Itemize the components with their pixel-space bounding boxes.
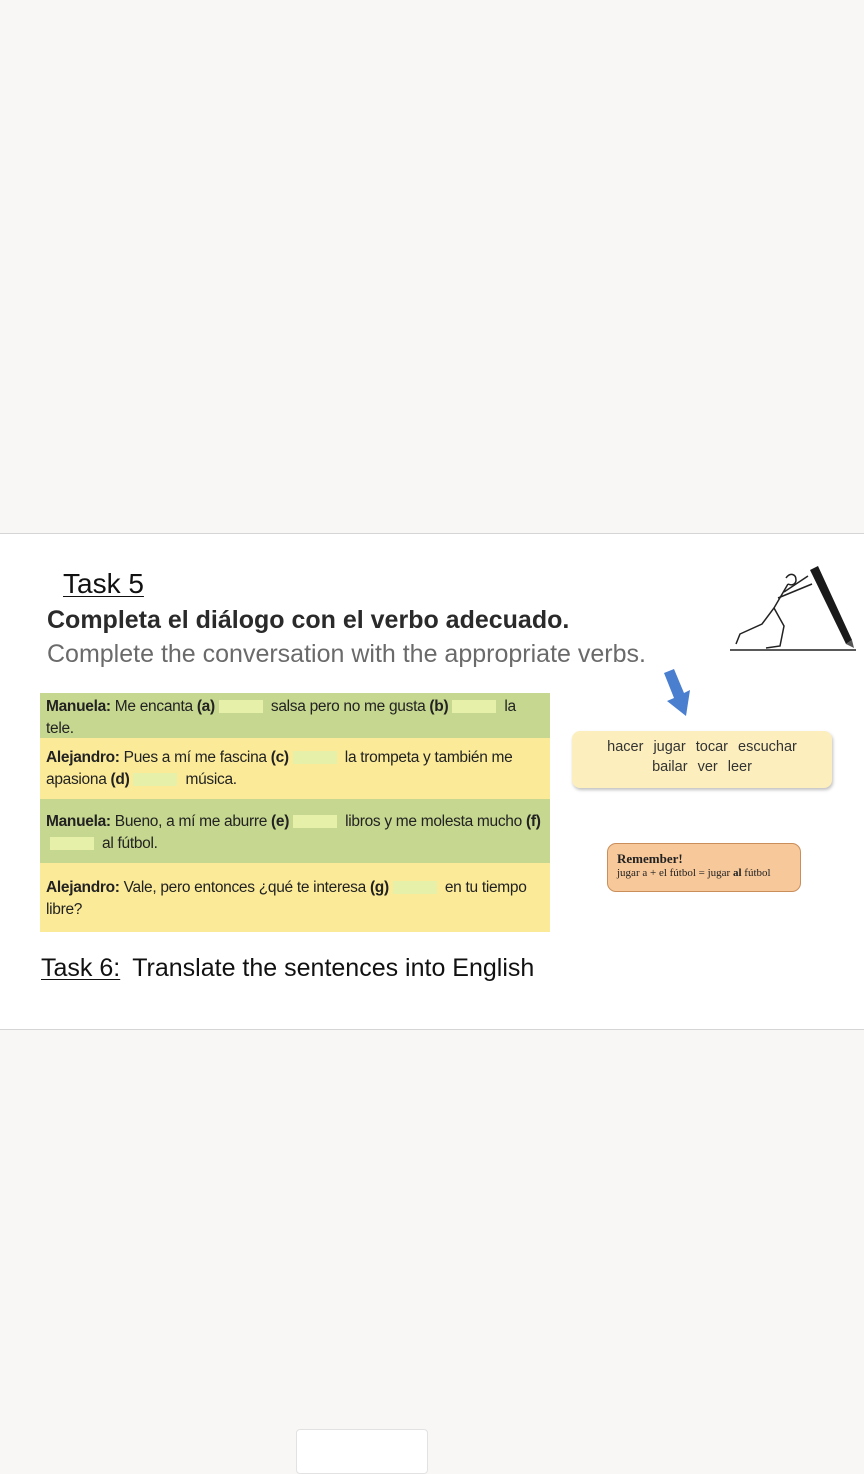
answer-blank[interactable]	[293, 815, 337, 828]
dialogue-line-1	[40, 693, 550, 738]
word-option: escuchar	[738, 739, 797, 755]
dialogue-text: Bueno, a mí me aburre	[114, 813, 268, 830]
task6-text: Translate the sentences into English	[132, 954, 535, 982]
dialogue-text: Pues a mí me fascina	[123, 749, 267, 766]
answer-blank[interactable]	[219, 700, 263, 713]
speaker-name: Manuela:	[46, 698, 111, 715]
remember-rule-start: jugar a + el fútbol = jugar	[617, 867, 731, 879]
word-bank	[572, 731, 832, 788]
answer-blank[interactable]	[293, 751, 337, 764]
remember-rule-end: fútbol	[744, 867, 771, 879]
word-bank-line-1	[572, 737, 832, 757]
blank-label: (e)	[271, 813, 290, 830]
remember-rule-bold: al	[732, 867, 742, 879]
dialogue-line-3	[40, 799, 550, 863]
remember-rule	[617, 866, 800, 880]
pencil-figure-icon	[726, 564, 860, 661]
word-bank-line-2	[572, 757, 832, 777]
dialogue-text: la tele.	[46, 698, 516, 737]
speaker-name: Manuela:	[46, 813, 111, 830]
speaker-name: Alejandro:	[46, 749, 120, 766]
answer-blank[interactable]	[133, 773, 177, 786]
dialogue-line-4	[40, 863, 550, 932]
blank-label: (c)	[270, 749, 289, 766]
dialogue-text: Vale, pero entonces ¿qué te interesa	[123, 879, 366, 896]
blank-label: (a)	[196, 698, 215, 715]
answer-blank[interactable]	[393, 881, 437, 894]
word-option: leer	[727, 759, 752, 775]
dialogue-text: en tu tiempo libre?	[46, 879, 527, 918]
word-option: hacer	[607, 739, 644, 755]
dialogue-text: salsa pero no me gusta	[270, 698, 426, 715]
answer-blank[interactable]	[50, 837, 94, 850]
word-option: ver	[697, 759, 718, 775]
word-option: jugar	[653, 739, 686, 755]
dialogue-text: al fútbol.	[102, 835, 158, 852]
instruction-spanish: Completa el diálogo con el verbo adecuado.	[47, 606, 570, 634]
blank-label: (g)	[369, 879, 389, 896]
dialogue-text: la trompeta y también me apasiona	[46, 749, 513, 788]
dialogue-line-2	[40, 738, 550, 799]
answer-blank[interactable]	[452, 700, 496, 713]
task6-label: Task 6:	[41, 954, 121, 982]
bottom-panel-tab[interactable]	[296, 1429, 428, 1474]
task6-heading	[41, 954, 534, 983]
dialogue-text: Me encanta	[114, 698, 193, 715]
worksheet-slide	[0, 533, 864, 1030]
dialogue-text: música.	[185, 771, 237, 788]
word-option: bailar	[652, 759, 688, 775]
speaker-name: Alejandro:	[46, 879, 120, 896]
instruction-english: Complete the conversation with the appropriate verbs.	[47, 640, 646, 668]
remember-title: Remember!	[617, 851, 683, 866]
blank-label: (f)	[525, 813, 541, 830]
dialogue-text: libros y me molesta mucho	[345, 813, 522, 830]
arrow-down-icon	[655, 669, 695, 724]
remember-note	[607, 843, 801, 892]
blank-label: (b)	[429, 698, 449, 715]
task5-title: Task 5	[63, 568, 144, 599]
dialogue-table	[40, 693, 550, 932]
blank-label: (d)	[110, 771, 130, 788]
word-option: tocar	[695, 739, 728, 755]
